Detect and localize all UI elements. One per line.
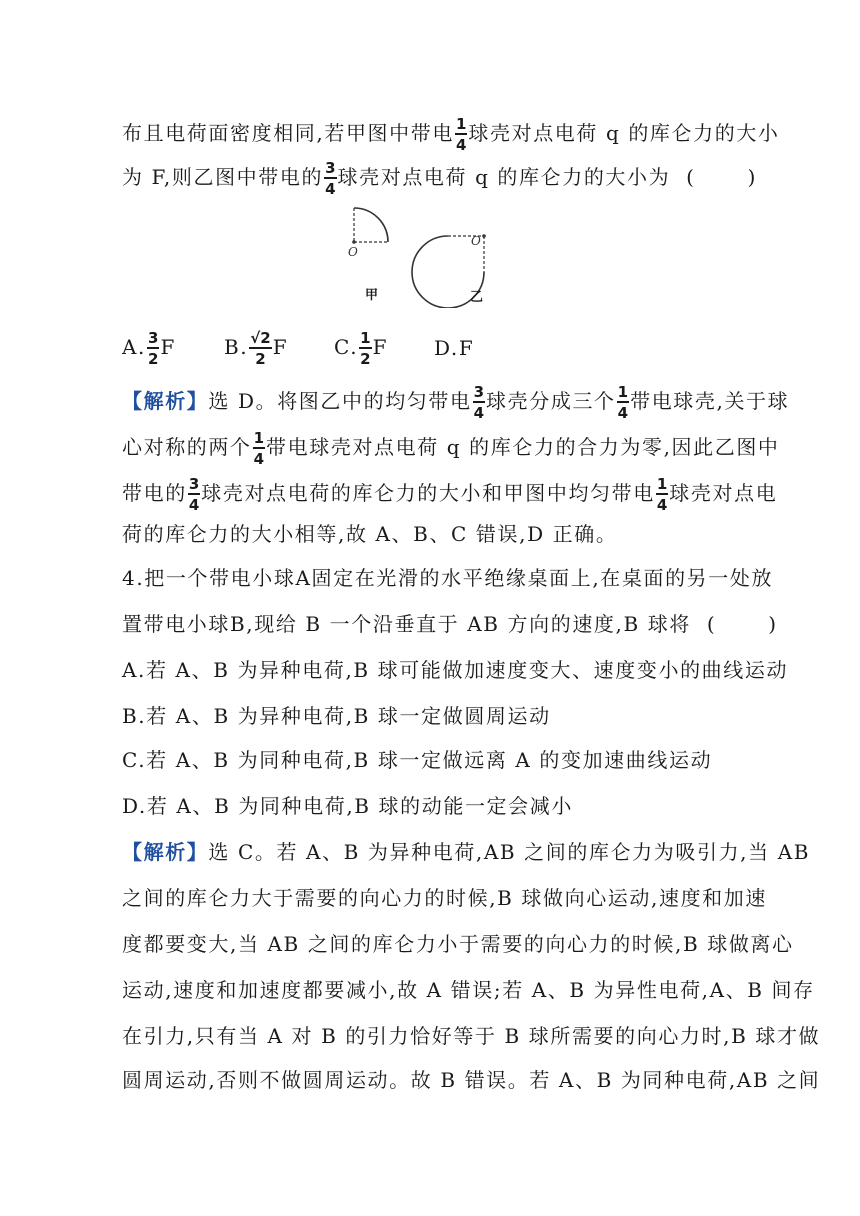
text: 球壳对点电荷的库仑力的大小和甲图中均匀带电 (201, 481, 655, 505)
center-label-o: O (471, 234, 481, 248)
denominator: 4 (325, 180, 336, 198)
center-point (352, 240, 356, 244)
denominator: 4 (253, 450, 265, 468)
text: 带电球壳,关于球 (630, 389, 790, 413)
denominator: 2 (255, 350, 266, 368)
option-c[interactable] (334, 330, 388, 367)
text: 带电的 (122, 481, 187, 505)
q3-stem-line-2 (122, 160, 757, 197)
center-point (482, 234, 486, 238)
q3-analysis-line-4: 荷的库仑力的大小相等,故 A、B、C 错误,D 正确。 (122, 522, 618, 546)
q4-stem-line-1: 4.把一个带电小球A固定在光滑的水平绝缘桌面上,在桌面的另一处放 (122, 566, 774, 590)
analysis-tag: 【解析】 (122, 389, 209, 413)
text: 布且电荷面密度相同,若甲图中带电 (122, 121, 454, 145)
center-label-o: O (348, 245, 358, 259)
fraction-three-quarters (473, 384, 485, 421)
text: 选 D。将图乙中的均匀带电 (208, 389, 472, 413)
denominator: 4 (473, 404, 485, 422)
text: 为 F,则乙图中带电的 (122, 165, 324, 189)
analysis-tag: 【解析】 (122, 840, 209, 864)
text: 置带电小球B,现给 B 一个沿垂直于 AB 方向的速度,B 球将 (122, 612, 691, 636)
numerator: 1 (455, 115, 467, 133)
q3-analysis-line-2 (122, 430, 780, 467)
option-fraction (147, 330, 159, 367)
q4-analysis-line-5: 在引力,只有当 A 对 B 的引力恰好等于 B 球所需要的向心力时,B 球才做 (122, 1024, 821, 1048)
q4-option-b[interactable]: B.若 A、B 为异种电荷,B 球一定做圆周运动 (122, 704, 551, 728)
numerator: 1 (360, 329, 371, 347)
numerator: 3 (188, 475, 200, 493)
option-fraction (359, 330, 371, 367)
text: 球壳对点电荷 q 的库仑力的大小为 (337, 165, 671, 189)
numerator: 3 (473, 383, 485, 401)
option-unit: F (160, 335, 176, 359)
quarter-shell-arc (354, 208, 388, 242)
numerator: 3 (148, 329, 159, 347)
denominator: 4 (617, 404, 629, 422)
denominator: 2 (360, 350, 371, 368)
text: 选 C。若 A、B 为异种电荷,AB 之间的库仑力为吸引力,当 AB (208, 840, 811, 864)
option-b[interactable] (224, 330, 288, 367)
fraction-three-quarters (324, 160, 336, 197)
q3-analysis-line-1 (122, 384, 789, 421)
q4-option-c[interactable]: C.若 A、B 为同种电荷,B 球一定做远离 A 的变加速曲线运动 (122, 748, 713, 772)
fraction-one-quarter (253, 430, 265, 467)
text: 心对称的两个 (122, 435, 252, 459)
q4-option-a[interactable]: A.若 A、B 为异种电荷,B 球可能做加速度变大、速度变小的曲线运动 (122, 658, 789, 682)
option-d[interactable]: D.F (434, 336, 475, 360)
q4-stem-line-2 (122, 610, 778, 638)
answer-paren-open: ( (686, 165, 696, 189)
text: 带电球壳对点电荷 q 的库仑力的合力为零,因此乙图中 (266, 435, 780, 459)
denominator: 4 (455, 136, 467, 154)
fraction-one-quarter (617, 384, 629, 421)
fraction-three-quarters (188, 476, 200, 513)
q4-analysis-line-6: 圆周运动,否则不做圆周运动。故 B 错误。若 A、B 为同种电荷,AB 之间 (122, 1068, 821, 1092)
figure-caption-jia: 甲 (365, 288, 379, 303)
answer-paren-open: ( (706, 612, 717, 636)
fraction-one-quarter (656, 476, 668, 513)
numerator: 3 (325, 159, 336, 177)
q3-stem-line-1 (122, 116, 780, 153)
q3-options (122, 330, 622, 366)
text: 球壳对点电 (669, 481, 778, 505)
figure-caption-yi: 乙 (470, 290, 484, 305)
text: 球壳对点电荷 q 的库仑力的大小 (468, 121, 780, 145)
option-a[interactable] (122, 330, 176, 367)
numerator: 1 (253, 429, 265, 447)
option-unit: F (372, 335, 389, 359)
answer-paren-close: ) (768, 612, 778, 636)
q4-analysis-line-1 (122, 838, 810, 866)
q4-analysis-line-4: 运动,速度和加速度都要减小,故 A 错误;若 A、B 为异性电荷,A、B 间存 (122, 978, 815, 1002)
option-label: A. (122, 335, 147, 359)
denominator: 2 (148, 350, 159, 368)
numerator: √2 (250, 329, 271, 347)
option-label: C. (334, 335, 359, 359)
denominator: 4 (188, 496, 200, 514)
numerator: 1 (617, 383, 629, 401)
numerator: 1 (656, 475, 668, 493)
q3-analysis-line-3 (122, 476, 777, 513)
option-fraction (249, 330, 271, 367)
denominator: 4 (656, 496, 668, 514)
answer-paren-close: ) (747, 165, 757, 189)
q4-analysis-line-2: 之间的库仑力大于需要的向心力的时候,B 球做向心运动,速度和加速 (122, 886, 767, 910)
fraction-one-quarter (455, 116, 467, 153)
text: 球壳分成三个 (486, 389, 616, 413)
q4-option-d[interactable]: D.若 A、B 为同种电荷,B 球的动能一定会减小 (122, 794, 573, 818)
option-unit: F (272, 335, 289, 359)
q4-analysis-line-3: 度都要变大,当 AB 之间的库仑力小于需要的向心力的时候,B 球做离心 (122, 932, 794, 956)
option-label: B. (224, 335, 249, 359)
